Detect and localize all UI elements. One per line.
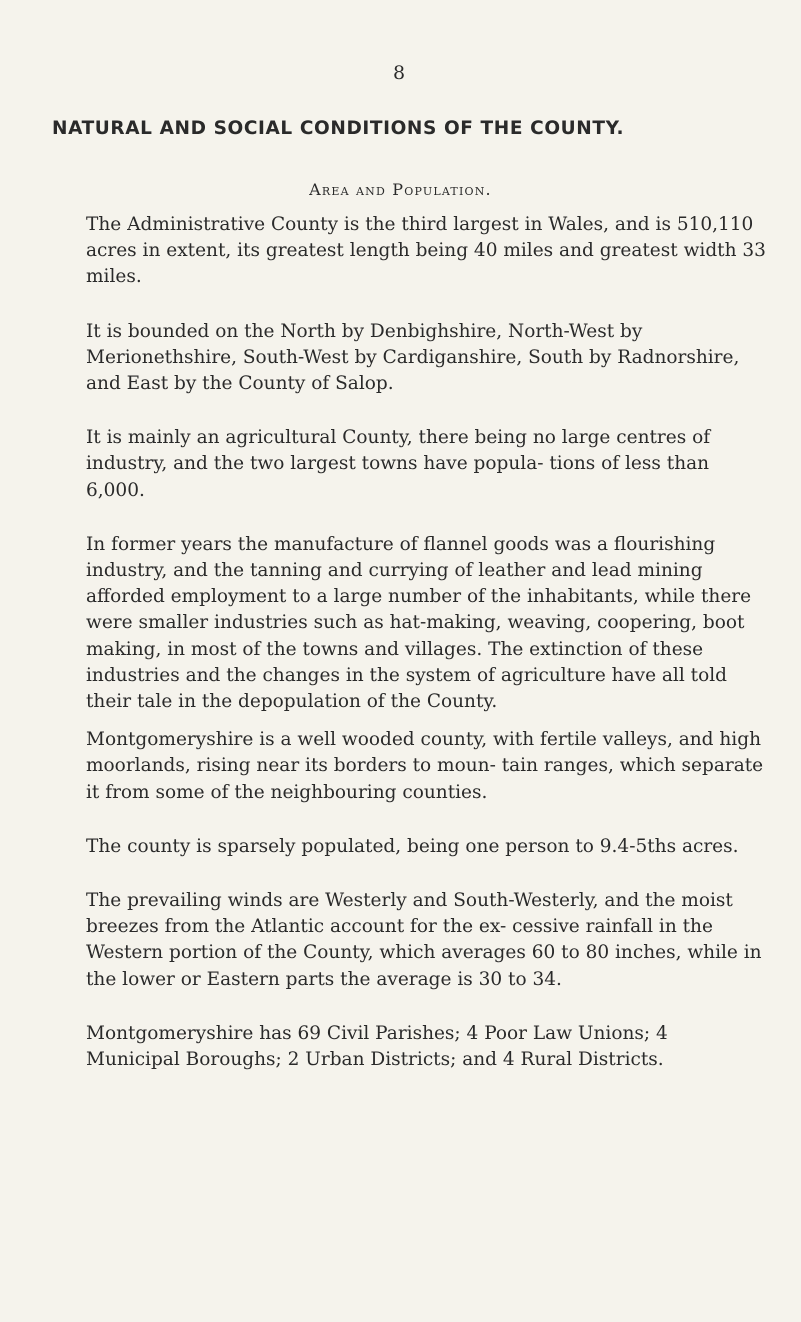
page-number: 8 bbox=[393, 62, 406, 84]
body-text bbox=[86, 212, 766, 1101]
paragraph-boundaries: It is bounded on the North by Denbighshire, North-West by Merionethshire, South-West by Cardiganshire, South by Radnorshire, and East by the County of Salop. bbox=[86, 320, 740, 395]
paragraph-climate: The prevailing winds are Westerly and South-Westerly, and the moist breezes from the Atlantic account for the ex- cessive rainfall in the Western portion of the County, which averages 60 to 80 inches, while in the lower or Eastern parts the average is 30 to 34. bbox=[86, 890, 762, 990]
paragraph-agriculture: It is mainly an agricultural County, there being no large centres of industry, and the two largest towns have popula- tions of less than 6,000. bbox=[86, 427, 711, 501]
paragraph-population-density: The county is sparsely populated, being one person to 9.4-5ths acres. bbox=[86, 835, 739, 857]
paragraph-area: The Administrative County is the third largest in Wales, and is 510,110 acres in extent, its greatest length being 40 miles and greatest width 33 miles. bbox=[86, 214, 766, 288]
page-title: NATURAL AND SOCIAL CONDITIONS OF THE COUNTY. bbox=[52, 118, 625, 139]
section-heading: Area and Population. bbox=[309, 180, 492, 199]
paragraph-administration: Montgomeryshire has 69 Civil Parishes; 4 Poor Law Unions; 4 Municipal Boroughs; 2 Urban Districts; and 4 Rural Districts. bbox=[86, 1022, 668, 1071]
paragraph-landscape: Montgomeryshire is a well wooded county, with fertile valleys, and high moorlands, rising near its borders to moun- tain ranges, which separate it from some of the neighbouring counties. bbox=[86, 729, 764, 803]
paragraph-industries: In former years the manufacture of flannel goods was a flourishing industry, and the tanning and currying of leather and lead mining afforded employment to a large number of the inhabitants, while there were smaller industries such as hat-making, weaving, coopering, boot making, in most of the towns and villages. The extinction of these industries and the changes in the system of agriculture have all told their tale in the depopulation of the County. bbox=[86, 533, 752, 713]
